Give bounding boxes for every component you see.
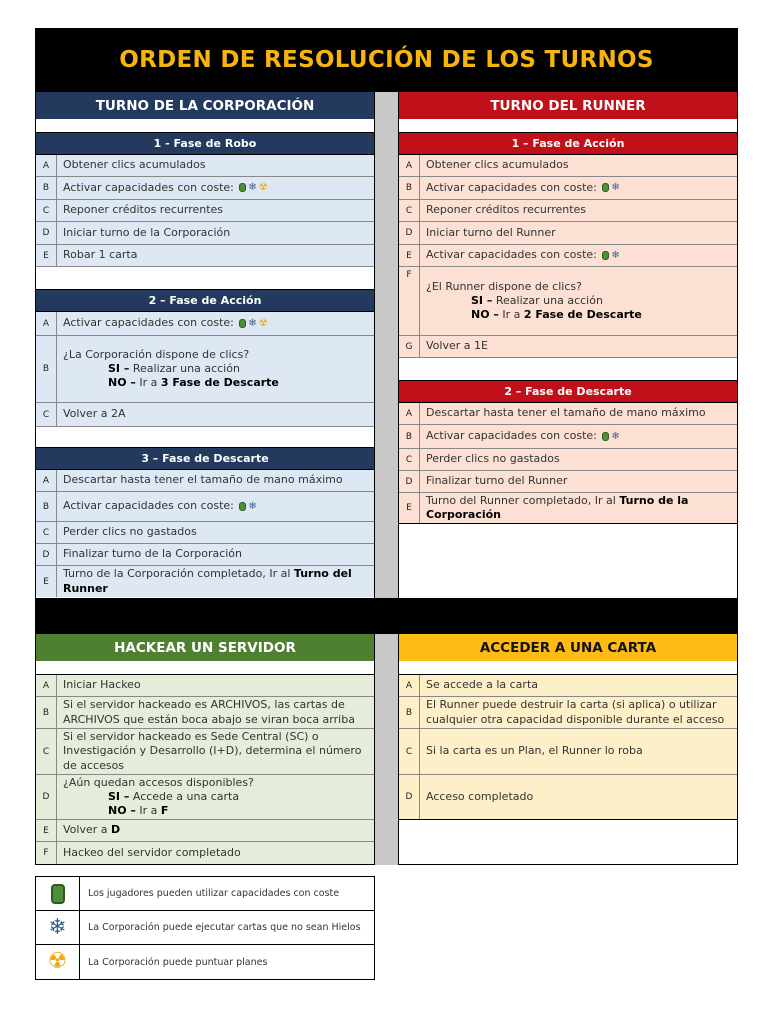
row-key: C bbox=[399, 200, 420, 221]
icon-cell bbox=[36, 911, 80, 944]
ice-snowflake-icon: ❄ bbox=[248, 500, 257, 512]
row-key: B bbox=[399, 697, 420, 728]
credit-cost-icon bbox=[602, 251, 609, 260]
hack-column bbox=[35, 634, 375, 865]
row-text: Finalizar turno de la Corporación bbox=[63, 547, 243, 561]
no-text: Ir a bbox=[498, 308, 524, 322]
no-branch bbox=[426, 308, 731, 322]
corp-column bbox=[35, 92, 375, 598]
no-text: Ir a bbox=[135, 376, 161, 390]
table-row bbox=[36, 522, 374, 544]
row-text: Finalizar turno del Runner bbox=[426, 474, 568, 488]
legend-text: La Corporación puede puntuar planes bbox=[88, 956, 268, 968]
empty-area bbox=[399, 820, 737, 863]
table-row bbox=[399, 267, 737, 336]
table-row bbox=[399, 493, 737, 524]
ice-snowflake-icon: ❄ bbox=[611, 430, 620, 442]
icon-cell bbox=[36, 945, 80, 979]
hack-heading: HACKEAR UN SERVIDOR bbox=[36, 634, 374, 661]
row-text: Reponer créditos recurrentes bbox=[63, 203, 224, 217]
yes-label: SI – bbox=[108, 789, 130, 803]
credit-cost-icon bbox=[51, 884, 65, 904]
table-row bbox=[399, 200, 737, 222]
yes-text: Realizar una acción bbox=[492, 293, 603, 307]
table-row bbox=[36, 675, 374, 697]
question-text: ¿Aún quedan accesos disponibles? bbox=[63, 775, 254, 789]
yes-label: SI – bbox=[471, 293, 493, 307]
table-row bbox=[36, 492, 374, 522]
no-label: NO – bbox=[108, 376, 136, 390]
row-text: Si la carta es un Plan, el Runner lo roba bbox=[426, 744, 643, 758]
row-cell bbox=[57, 566, 374, 597]
legend-row bbox=[36, 877, 374, 911]
table-row bbox=[36, 312, 374, 336]
row-text: Activar capacidades con coste: bbox=[426, 180, 597, 194]
question-text: ¿La Corporación dispone de clics? bbox=[63, 347, 250, 361]
row-key: B bbox=[36, 336, 57, 402]
runner-heading: TURNO DEL RUNNER bbox=[399, 92, 737, 119]
row-text: Activar capacidades con coste: bbox=[63, 499, 234, 513]
no-target: 2 Fase de Descarte bbox=[523, 308, 642, 322]
table-row bbox=[399, 222, 737, 245]
row-key: F bbox=[36, 842, 57, 864]
column-gutter bbox=[375, 634, 398, 865]
row-text: Obtener clics acumulados bbox=[426, 158, 569, 172]
row-cell bbox=[420, 177, 737, 199]
row-key: C bbox=[399, 449, 420, 470]
row-cell bbox=[57, 492, 374, 521]
row-target: Turno de la Corporación bbox=[426, 493, 689, 521]
row-text: Activar capacidades con coste: bbox=[63, 180, 234, 194]
legend-text: La Corporación puede ejecutar cartas que no sean Hielos bbox=[88, 922, 361, 933]
yes-text: Realizar una acción bbox=[129, 361, 240, 375]
row-key: E bbox=[36, 245, 57, 266]
row-text: Volver a 2A bbox=[63, 407, 126, 421]
yes-text: Accede a una carta bbox=[129, 789, 240, 803]
row-text: Robar 1 carta bbox=[63, 248, 138, 262]
row-text: Volver a bbox=[63, 823, 111, 837]
yes-branch bbox=[63, 362, 368, 376]
table-row bbox=[36, 222, 374, 245]
row-text: Volver a 1E bbox=[426, 339, 488, 353]
page-title: ORDEN DE RESOLUCIÓN DE LOS TURNOS bbox=[119, 47, 654, 73]
no-branch bbox=[63, 804, 368, 818]
row-text: Acceso completado bbox=[426, 789, 534, 803]
row-text: Obtener clics acumulados bbox=[63, 158, 206, 172]
table-row bbox=[36, 245, 374, 267]
table-row bbox=[36, 842, 374, 864]
spacer bbox=[399, 661, 737, 675]
row-cell bbox=[420, 267, 737, 335]
credit-cost-icon bbox=[602, 432, 609, 441]
empty-area bbox=[399, 524, 737, 598]
column-gutter bbox=[375, 92, 398, 598]
credit-cost-icon bbox=[239, 183, 246, 192]
row-text: Iniciar turno de la Corporación bbox=[63, 225, 231, 239]
row-key: D bbox=[399, 775, 420, 819]
row-text: El Runner puede destruir la carta (si aplica) o utilizar cualquier otra capacidad disponible durante el acceso bbox=[426, 698, 725, 726]
access-heading: ACCEDER A UNA CARTA bbox=[399, 634, 737, 661]
corp-phase2-title: 2 – Fase de Acción bbox=[36, 290, 374, 312]
row-text: Turno de la Corporación completado, Ir al bbox=[63, 567, 294, 581]
table-row bbox=[36, 820, 374, 842]
agenda-icon: ☢ bbox=[258, 182, 268, 194]
table-row bbox=[399, 155, 737, 177]
row-key: D bbox=[36, 222, 57, 244]
table-row bbox=[36, 697, 374, 729]
spacer bbox=[36, 661, 374, 675]
table-row bbox=[399, 775, 737, 820]
table-row bbox=[399, 245, 737, 267]
runner-phase1-title: 1 – Fase de Acción bbox=[399, 133, 737, 155]
table-row bbox=[399, 697, 737, 729]
row-text: Si el servidor hackeado es Sede Central (SC) o Investigación y Desarrollo (I+D), determina el número de accesos bbox=[63, 730, 362, 772]
ice-snowflake-icon: ❄ bbox=[611, 249, 620, 261]
row-key: C bbox=[36, 729, 57, 774]
row-key: D bbox=[36, 775, 57, 819]
table-row bbox=[399, 336, 737, 358]
no-label: NO – bbox=[108, 804, 136, 818]
table-row bbox=[36, 155, 374, 177]
no-text: Ir a bbox=[135, 804, 161, 818]
row-text: Activar capacidades con coste: bbox=[63, 316, 234, 330]
row-cell bbox=[57, 312, 374, 335]
row-key: C bbox=[36, 200, 57, 221]
row-key: A bbox=[36, 675, 57, 696]
table-row bbox=[36, 544, 374, 566]
row-text: Iniciar Hackeo bbox=[63, 678, 141, 692]
table-row bbox=[36, 200, 374, 222]
row-text: Perder clics no gastados bbox=[63, 525, 197, 539]
row-text: Iniciar turno del Runner bbox=[426, 225, 556, 239]
row-key: A bbox=[399, 675, 420, 696]
row-key: E bbox=[36, 820, 57, 841]
table-row bbox=[399, 471, 737, 493]
row-text: Si el servidor hackeado es ARCHIVOS, las cartas de ARCHIVOS que están boca abajo se viran boca arriba bbox=[63, 698, 355, 726]
row-key: A bbox=[36, 470, 57, 491]
row-cell bbox=[420, 245, 737, 266]
row-key: E bbox=[36, 566, 57, 597]
runner-column bbox=[398, 92, 738, 598]
credit-cost-icon bbox=[602, 183, 609, 192]
table-row bbox=[36, 566, 374, 597]
row-key: C bbox=[36, 403, 57, 426]
row-key: C bbox=[399, 729, 420, 774]
row-target: Turno del Runner bbox=[63, 567, 352, 595]
row-cell bbox=[420, 493, 737, 523]
corp-phase1-title: 1 - Fase de Robo bbox=[36, 133, 374, 155]
legend-row bbox=[36, 911, 374, 945]
corp-phase3-title: 3 – Fase de Descarte bbox=[36, 448, 374, 470]
question-text: ¿El Runner dispone de clics? bbox=[426, 279, 582, 293]
icon-legend bbox=[35, 876, 375, 980]
legend-row bbox=[36, 945, 374, 979]
ice-snowflake-icon: ❄ bbox=[48, 914, 67, 940]
no-branch bbox=[63, 376, 368, 390]
row-key: F bbox=[399, 267, 420, 335]
row-text: Perder clics no gastados bbox=[426, 452, 560, 466]
corp-heading: TURNO DE LA CORPORACIÓN bbox=[36, 92, 374, 119]
row-key: G bbox=[399, 336, 420, 357]
credit-cost-icon bbox=[239, 502, 246, 511]
row-key: B bbox=[399, 425, 420, 448]
row-text: Activar capacidades con coste: bbox=[426, 248, 597, 262]
table-row bbox=[36, 336, 374, 403]
credit-cost-icon bbox=[239, 319, 246, 328]
spacer bbox=[36, 267, 374, 290]
row-cell bbox=[57, 177, 374, 199]
row-text: Hackeo del servidor completado bbox=[63, 845, 241, 859]
row-key: B bbox=[36, 177, 57, 199]
table-row bbox=[36, 729, 374, 775]
row-key: B bbox=[399, 177, 420, 199]
row-text: Turno del Runner completado, Ir al bbox=[426, 493, 620, 507]
turn-order-sheet bbox=[35, 28, 738, 865]
row-target: D bbox=[111, 823, 121, 837]
table-row bbox=[399, 425, 737, 449]
row-cell bbox=[57, 820, 374, 841]
table-row bbox=[36, 775, 374, 820]
yes-label: SI – bbox=[108, 361, 130, 375]
row-key: A bbox=[399, 403, 420, 424]
row-cell bbox=[57, 775, 374, 819]
title-bar bbox=[35, 28, 738, 92]
table-row bbox=[399, 403, 737, 425]
row-key: C bbox=[36, 522, 57, 543]
spacer bbox=[399, 119, 737, 133]
row-text: Activar capacidades con coste: bbox=[426, 429, 597, 443]
table-row bbox=[399, 177, 737, 200]
spacer bbox=[36, 427, 374, 448]
table-row bbox=[399, 729, 737, 775]
yes-branch bbox=[426, 294, 731, 308]
row-text: Descartar hasta tener el tamaño de mano máximo bbox=[426, 406, 706, 420]
runner-phase2-title: 2 – Fase de Descarte bbox=[399, 381, 737, 403]
row-key: A bbox=[399, 155, 420, 176]
table-row bbox=[36, 403, 374, 427]
table-row bbox=[399, 675, 737, 697]
agenda-icon: ☢ bbox=[47, 949, 68, 974]
ice-snowflake-icon: ❄ bbox=[611, 182, 620, 194]
no-target: 3 Fase de Descarte bbox=[160, 376, 279, 390]
ice-snowflake-icon: ❄ bbox=[248, 317, 257, 329]
no-label: NO – bbox=[471, 308, 499, 322]
black-separator bbox=[35, 598, 738, 634]
legend-text: Los jugadores pueden utilizar capacidades con coste bbox=[88, 888, 340, 899]
ice-snowflake-icon: ❄ bbox=[248, 182, 257, 194]
table-row bbox=[36, 177, 374, 200]
row-key: D bbox=[399, 471, 420, 492]
no-target: F bbox=[160, 804, 169, 818]
row-key: E bbox=[399, 245, 420, 266]
row-key: E bbox=[399, 493, 420, 523]
row-cell bbox=[420, 425, 737, 448]
row-text: Descartar hasta tener el tamaño de mano máximo bbox=[63, 473, 343, 487]
table-row bbox=[36, 470, 374, 492]
row-key: B bbox=[36, 697, 57, 728]
row-key: A bbox=[36, 155, 57, 176]
agenda-icon: ☢ bbox=[258, 317, 268, 329]
icon-cell bbox=[36, 877, 80, 910]
run-columns bbox=[35, 634, 738, 865]
access-column bbox=[398, 634, 738, 865]
yes-branch bbox=[63, 790, 368, 804]
row-text: Se accede a la carta bbox=[426, 678, 538, 692]
spacer bbox=[36, 119, 374, 133]
row-cell bbox=[57, 336, 374, 402]
turns-columns bbox=[35, 92, 738, 598]
row-key: B bbox=[36, 492, 57, 521]
spacer bbox=[399, 358, 737, 381]
table-row bbox=[399, 449, 737, 471]
row-key: D bbox=[399, 222, 420, 244]
row-key: A bbox=[36, 312, 57, 335]
row-text: Reponer créditos recurrentes bbox=[426, 203, 587, 217]
row-key: D bbox=[36, 544, 57, 565]
